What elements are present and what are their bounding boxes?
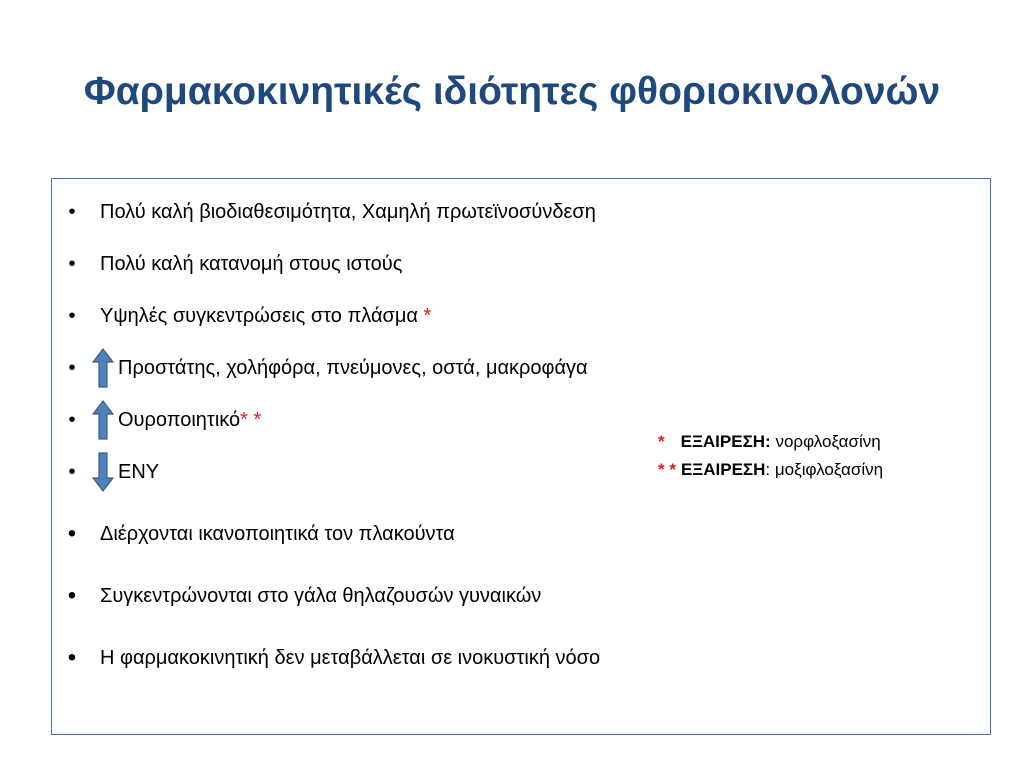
- list-item-text: Πολύ καλή βιοδιαθεσιμότητα, Χαμηλή πρωτεϊνοσύνδεση: [100, 201, 596, 223]
- list-item-text: Διέρχονται ικανοποιητικά τον πλακούντα: [100, 523, 455, 545]
- list-item-text: ΕΝΥ: [118, 461, 160, 483]
- slide-title: Φαρμακοκινητικές ιδιότητες φθοριοκινολονών: [83, 70, 941, 113]
- bullet-point: •: [68, 357, 76, 379]
- list-item-text: [118, 405, 261, 435]
- footnote-label: ΕΞΑΙΡΕΣΗ:: [680, 432, 771, 451]
- asterisk-mark: * *: [240, 409, 262, 431]
- list-item-text: Η φαρμακοκινητική δεν μεταβάλλεται σε ινοκυστική νόσο: [100, 647, 601, 669]
- asterisk-mark: *: [658, 432, 665, 451]
- footnote-label: ΕΞΑΙΡΕΣΗ: [680, 460, 766, 479]
- bullet-point: •: [67, 582, 77, 609]
- footnote-value: νορφλοξασίνη: [770, 432, 881, 451]
- list-item-label: Υψηλές συγκεντρώσεις στο πλάσμα: [100, 305, 424, 327]
- footnote: [658, 458, 883, 482]
- bullet-point: •: [67, 644, 77, 671]
- footnote-value: : μοξιφλοξασίνη: [765, 460, 884, 479]
- list-item-text: Πολύ καλή κατανομή στους ιστούς: [100, 253, 403, 275]
- asterisk-mark: *: [423, 305, 432, 327]
- bullet-point: •: [68, 409, 76, 431]
- content-box: [51, 178, 991, 735]
- up-arrow-icon: [92, 400, 114, 440]
- bullet-point: •: [68, 461, 76, 483]
- list-item-text: Προστάτης, χολήφόρα, πνεύμονες, οστά, μακροφάγα: [118, 357, 588, 379]
- bullet-point: •: [68, 253, 76, 275]
- up-arrow-icon: [92, 348, 114, 388]
- list-item-label: Ουροποιητικό: [118, 409, 241, 431]
- bullet-point: •: [68, 305, 76, 327]
- down-arrow-icon: [92, 452, 114, 492]
- bullet-point: •: [68, 201, 76, 223]
- bullet-point: •: [67, 520, 77, 547]
- list-item-text: Συγκεντρώνονται στο γάλα θηλαζουσών γυναικών: [100, 585, 542, 607]
- asterisk-mark: * *: [658, 460, 676, 479]
- list-item-text: [100, 301, 431, 331]
- footnote: [658, 430, 881, 454]
